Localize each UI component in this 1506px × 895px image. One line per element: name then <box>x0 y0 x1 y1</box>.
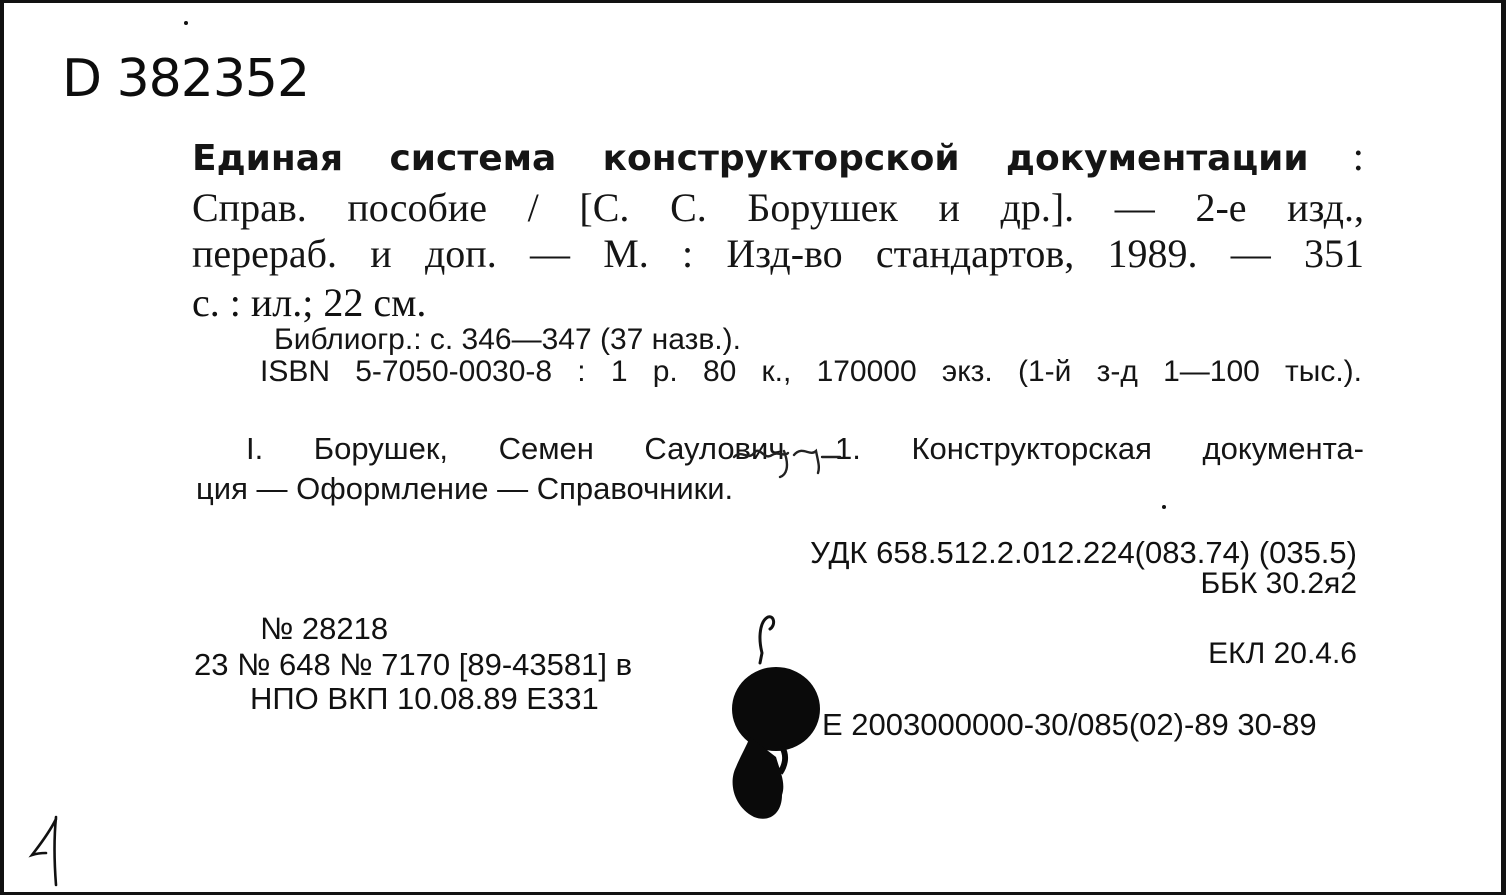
ekl-code: ЕКЛ 20.4.6 <box>1208 637 1357 670</box>
isbn-note: ISBN 5-7050-0030-8 : 1 р. 80 к., 170000 экз. (1-й з-д 1—100 тыс.). <box>260 355 1362 388</box>
title-separator: : <box>1352 133 1364 179</box>
publisher-code: Е 2003000000-30/085(02)-89 30-89 <box>822 707 1317 742</box>
accession-number: № 28218 <box>260 611 389 646</box>
description-line: Справ. пособие / [С. С. Борушек и др.]. — 2-е изд., <box>192 185 1364 230</box>
title-line <box>192 133 1364 182</box>
accession-line: 23 № 648 № 7170 [89-43581] в <box>194 647 633 682</box>
tracing-line: I. Борушек, Семен Саулович 1. Конструкторская документа- <box>246 431 1364 466</box>
margin-mark <box>28 813 68 889</box>
book-title: Единая система конструкторской документации <box>192 138 1309 179</box>
accession-line: НПО ВКП 10.08.89 Е331 <box>250 681 599 716</box>
tracing-line: ция — Оформление — Справочники. <box>196 471 734 506</box>
speck <box>184 21 188 25</box>
ink-blot <box>710 607 830 827</box>
card-number: D 382352 <box>62 49 310 109</box>
bibliography-note: Библиогр.: с. 346—347 (37 назв.). <box>274 323 741 356</box>
bbk-code: ББК 30.2я2 <box>1200 567 1357 600</box>
udk-code: УДК 658.512.2.012.224(083.74) (035.5) <box>810 535 1357 570</box>
description-line: перераб. и доп. — М. : Изд-во стандартов, 1989. — 351 <box>192 231 1364 276</box>
description-line: с. : ил.; 22 см. <box>192 280 427 325</box>
handwritten-addition <box>724 427 844 483</box>
speck <box>1162 505 1166 509</box>
